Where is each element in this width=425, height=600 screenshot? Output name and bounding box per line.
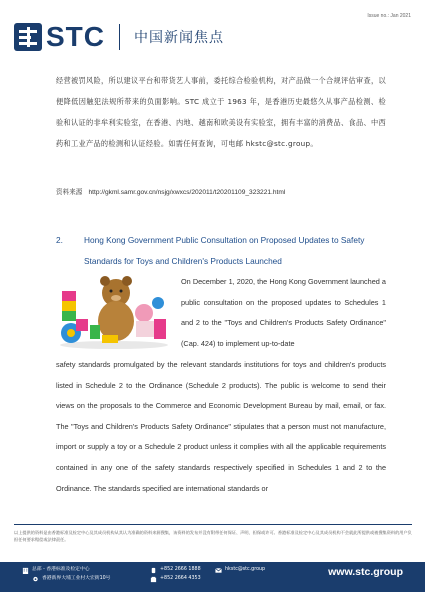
footer-tel <box>150 566 201 574</box>
source-url[interactable]: http://gkml.samr.gov.cn/nsjg/xwxcs/202011/t20201109_323221.html <box>88 189 286 196</box>
footer-hq <box>22 566 90 574</box>
footer-email[interactable] <box>215 566 265 574</box>
chinese-paragraph: 经营被罚风险，所以建议平台和带货艺人事前，委托综合检验机构，对产品做一个合规评估审查，以便降低因触犯法规所带来的负面影响。STC 成立于 1963 年，是香港历史最悠久从事产品检测、检验和认证的非牟利实验室，在香港、内地、越南和欧美设有实验室，拥有丰富的消费品、食品、中西药和工业产品的检测和认证经验。如需任何查询，可电邮 hkstc@stc.group。 <box>56 76 386 148</box>
toys-photo <box>58 273 170 349</box>
issue-number: Issue no.: Jan 2021 <box>367 13 411 19</box>
footer-fax <box>150 575 201 583</box>
footer-email-text[interactable]: hkstc@stc.group <box>225 567 266 572</box>
footer-address-text: 香港新界大埔工业村大宏街10号 <box>42 576 111 581</box>
page-title: 中国新闻焦点 <box>134 30 224 46</box>
phone-icon <box>150 567 157 574</box>
source-label: 资料来源 <box>56 188 83 196</box>
disclaimer: 以上提供的资料是由香港标准及检定中心及其成员机构从其认为准确的资料来源搜集，该资料的发布并没有附带任何保证、声明、担保或许可。香港标准及检定中心及其成员机构不会就此所提供或被搜集资料的用户负担任何要求赔偿或法律责任。 <box>14 530 412 542</box>
stc-logo-icon <box>14 23 42 51</box>
page-header <box>14 20 412 54</box>
email-icon <box>215 567 222 574</box>
source-line <box>56 182 386 203</box>
footer-hq-label: 总部 - 香港标准及检定中心 <box>32 567 90 572</box>
body-paragraph-full: safety standards promulgated by the relevant standards institutions for toys and children's products listed in Schedule 2 to the Ordinance (Schedule 2 products). The public is welcome to send their views on the proposals to the Commerce and Economic Development Bureau by mail, email, or fax. The "Toys and Children's Products Safety Ordinance" stipulates that a person must not manufacture, import or supply a toy or a Schedule 2 product unless it complies with all the applicable requirements contained in any one of the safety standards respectively specified in Schedules 1 and 2 to the Ordinance. The standards specified are international standards or <box>56 360 386 493</box>
section-title-line1: Hong Kong Government Public Consultation on Proposed Updates to Safety <box>84 235 365 245</box>
footer-divider <box>14 524 412 525</box>
footer-address <box>32 575 110 583</box>
building-icon <box>22 567 29 574</box>
footer-tel-text: +852 2666 1888 <box>160 567 201 572</box>
location-icon <box>32 576 39 583</box>
section-number: 2. <box>56 235 63 245</box>
body-paragraph-right: On December 1, 2020, the Hong Kong Government launched a public consultation on the proposed updates to Schedules 1 and 2 to the "Toys and Children's Products Safety Ordinance" (Cap. 424) to implement up-to-date <box>181 277 386 348</box>
logo-text: STC <box>46 21 105 52</box>
section-title-line2: Standards for Toys and Children's Products Launched <box>84 256 282 266</box>
header-divider <box>119 24 120 50</box>
section-heading <box>56 230 386 272</box>
fax-icon <box>150 576 157 583</box>
footer-website-link[interactable]: www.stc.group <box>328 566 403 578</box>
footer-fax-text: +852 2664 4353 <box>160 576 201 581</box>
